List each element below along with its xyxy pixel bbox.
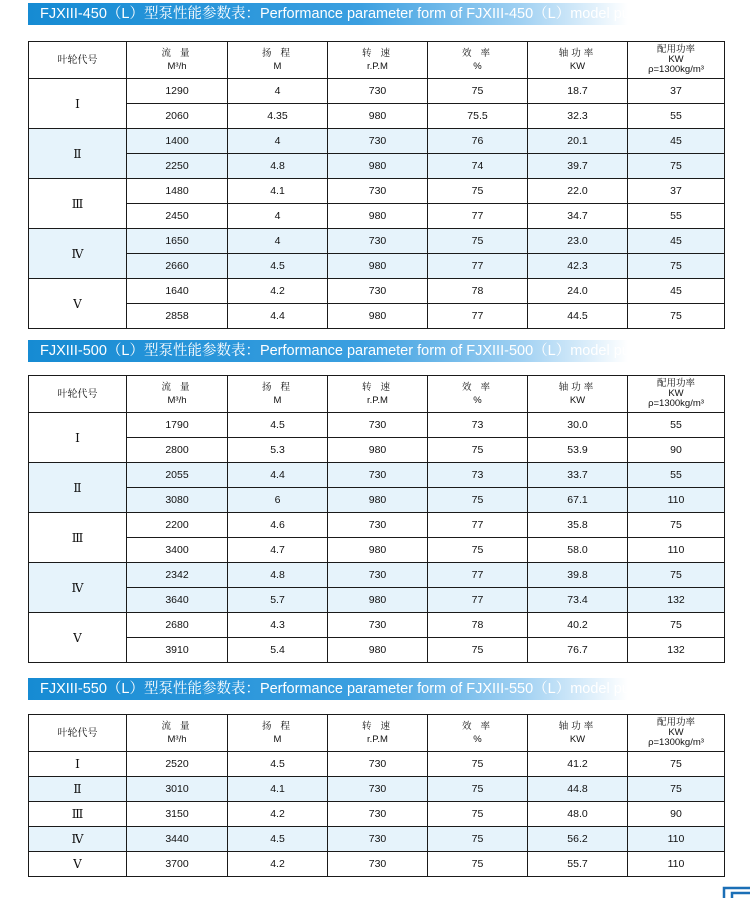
shaft-power-cell: 73.4 (528, 588, 628, 613)
header-flow (127, 715, 228, 752)
header-label: 扬 程 (261, 721, 294, 732)
header-unit: KW (569, 395, 586, 406)
shaft-power-cell: 39.8 (528, 563, 628, 588)
table-row (29, 254, 725, 279)
header-unit: r.P.M (367, 734, 388, 745)
shaft-power-cell: 35.8 (528, 513, 628, 538)
head-cell: 4 (228, 229, 328, 254)
matched-power-cell: 45 (628, 129, 725, 154)
speed-cell: 730 (328, 827, 428, 852)
flow-cell: 1640 (127, 279, 228, 304)
performance-table-450 (28, 41, 725, 329)
header-label: 配用功率 (656, 717, 695, 728)
header-label: 转 速 (361, 382, 394, 393)
flow-cell: 2660 (127, 254, 228, 279)
speed-cell: 730 (328, 513, 428, 538)
flow-cell: 2800 (127, 438, 228, 463)
shaft-power-cell: 32.3 (528, 104, 628, 129)
speed-cell: 730 (328, 79, 428, 104)
efficiency-cell: 75 (428, 229, 528, 254)
efficiency-cell: 75 (428, 179, 528, 204)
speed-cell: 980 (328, 104, 428, 129)
head-cell: 5.7 (228, 588, 328, 613)
shaft-power-cell: 22.0 (528, 179, 628, 204)
flow-cell: 1290 (127, 79, 228, 104)
shaft-power-cell: 41.2 (528, 752, 628, 777)
shaft-power-cell: 39.7 (528, 154, 628, 179)
head-cell: 4.5 (228, 752, 328, 777)
head-cell: 4 (228, 204, 328, 229)
header-efficiency (428, 42, 528, 79)
flow-cell: 1400 (127, 129, 228, 154)
header-matched-power (628, 376, 725, 413)
matched-power-cell: 110 (628, 827, 725, 852)
table-row (29, 129, 725, 154)
table-1-title: FJXIII-450（L）型泵性能参数表：Performance parameter form of FJXIII-450（L）model pump (28, 3, 628, 25)
flow-cell: 2680 (127, 613, 228, 638)
header-label: 转 速 (361, 721, 394, 732)
table-row (29, 229, 725, 254)
head-cell: 4.1 (228, 777, 328, 802)
header-row (29, 715, 725, 752)
matched-power-cell: 45 (628, 229, 725, 254)
header-density-note: ρ=1300kg/m³ (648, 737, 704, 748)
header-unit: r.P.M (367, 61, 388, 72)
table-row (29, 827, 725, 852)
table-row (29, 204, 725, 229)
impeller-code: Ⅲ (29, 802, 127, 827)
header-unit: % (473, 61, 482, 72)
header-unit: % (473, 734, 482, 745)
matched-power-cell: 75 (628, 513, 725, 538)
speed-cell: 980 (328, 254, 428, 279)
flow-cell: 2520 (127, 752, 228, 777)
header-label: 转 速 (361, 48, 394, 59)
matched-power-cell: 110 (628, 852, 725, 877)
table-row (29, 488, 725, 513)
flow-cell: 1790 (127, 413, 228, 438)
table-row (29, 179, 725, 204)
table-row (29, 638, 725, 663)
efficiency-cell: 78 (428, 279, 528, 304)
matched-power-cell: 75 (628, 777, 725, 802)
header-density-note: ρ=1300kg/m³ (648, 398, 704, 409)
head-cell: 4 (228, 129, 328, 154)
header-label: 效 率 (461, 48, 494, 59)
table-row (29, 104, 725, 129)
matched-power-cell: 37 (628, 179, 725, 204)
flow-cell: 3400 (127, 538, 228, 563)
efficiency-cell: 73 (428, 413, 528, 438)
impeller-code: Ⅰ (29, 752, 127, 777)
header-unit: KW (569, 61, 586, 72)
head-cell: 4.8 (228, 154, 328, 179)
header-label: 效 率 (461, 721, 494, 732)
impeller-code: Ⅳ (29, 827, 127, 852)
table-row (29, 802, 725, 827)
header-unit: M (273, 734, 282, 745)
head-cell: 4.35 (228, 104, 328, 129)
speed-cell: 980 (328, 638, 428, 663)
speed-cell: 730 (328, 179, 428, 204)
head-cell: 4 (228, 79, 328, 104)
impeller-code: Ⅳ (29, 229, 127, 279)
flow-cell: 3910 (127, 638, 228, 663)
efficiency-cell: 75 (428, 538, 528, 563)
header-row (29, 42, 725, 79)
shaft-power-cell: 20.1 (528, 129, 628, 154)
head-cell: 4.2 (228, 802, 328, 827)
efficiency-cell: 77 (428, 513, 528, 538)
impeller-code: Ⅰ (29, 79, 127, 129)
header-speed (328, 42, 428, 79)
speed-cell: 730 (328, 463, 428, 488)
head-cell: 5.4 (228, 638, 328, 663)
head-cell: 4.5 (228, 413, 328, 438)
flow-cell: 2450 (127, 204, 228, 229)
head-cell: 4.2 (228, 279, 328, 304)
efficiency-cell: 76 (428, 129, 528, 154)
speed-cell: 730 (328, 413, 428, 438)
flow-cell: 1650 (127, 229, 228, 254)
table-row (29, 613, 725, 638)
speed-cell: 730 (328, 852, 428, 877)
head-cell: 4.6 (228, 513, 328, 538)
table-row (29, 154, 725, 179)
head-cell: 4.4 (228, 304, 328, 329)
efficiency-cell: 75 (428, 438, 528, 463)
efficiency-cell: 75 (428, 638, 528, 663)
impeller-code: Ⅴ (29, 613, 127, 663)
efficiency-cell: 77 (428, 563, 528, 588)
table-row (29, 79, 725, 104)
speed-cell: 730 (328, 563, 428, 588)
flow-cell: 3640 (127, 588, 228, 613)
header-shaft-power (528, 715, 628, 752)
shaft-power-cell: 30.0 (528, 413, 628, 438)
impeller-code: Ⅰ (29, 413, 127, 463)
shaft-power-cell: 53.9 (528, 438, 628, 463)
header-head (228, 715, 328, 752)
header-density-note: ρ=1300kg/m³ (648, 64, 704, 75)
matched-power-cell: 55 (628, 204, 725, 229)
speed-cell: 980 (328, 204, 428, 229)
head-cell: 4.5 (228, 254, 328, 279)
shaft-power-cell: 58.0 (528, 538, 628, 563)
impeller-code: Ⅴ (29, 279, 127, 329)
matched-power-cell: 75 (628, 304, 725, 329)
head-cell: 4.7 (228, 538, 328, 563)
header-unit: r.P.M (367, 395, 388, 406)
speed-cell: 980 (328, 304, 428, 329)
header-matched-power (628, 42, 725, 79)
matched-power-cell: 132 (628, 588, 725, 613)
header-label: 轴功率 (558, 48, 597, 59)
speed-cell: 980 (328, 588, 428, 613)
impeller-code: Ⅲ (29, 179, 127, 229)
shaft-power-cell: 76.7 (528, 638, 628, 663)
speed-cell: 980 (328, 154, 428, 179)
efficiency-cell: 77 (428, 304, 528, 329)
shaft-power-cell: 34.7 (528, 204, 628, 229)
table-row (29, 513, 725, 538)
header-efficiency (428, 376, 528, 413)
shaft-power-cell: 18.7 (528, 79, 628, 104)
header-shaft-power (528, 376, 628, 413)
header-unit: M³/h (167, 395, 187, 406)
header-label: 轴功率 (558, 721, 597, 732)
matched-power-cell: 75 (628, 613, 725, 638)
table-row (29, 413, 725, 438)
flow-cell: 2060 (127, 104, 228, 129)
shaft-power-cell: 40.2 (528, 613, 628, 638)
speed-cell: 980 (328, 538, 428, 563)
matched-power-cell: 90 (628, 802, 725, 827)
speed-cell: 980 (328, 438, 428, 463)
header-efficiency (428, 715, 528, 752)
corner-decoration-icon (718, 885, 750, 898)
header-head (228, 42, 328, 79)
shaft-power-cell: 56.2 (528, 827, 628, 852)
flow-cell: 3440 (127, 827, 228, 852)
header-unit: M³/h (167, 734, 187, 745)
efficiency-cell: 74 (428, 154, 528, 179)
header-label: 效 率 (461, 382, 494, 393)
shaft-power-cell: 55.7 (528, 852, 628, 877)
header-unit: M³/h (167, 61, 187, 72)
efficiency-cell: 77 (428, 254, 528, 279)
header-flow (127, 376, 228, 413)
speed-cell: 730 (328, 777, 428, 802)
impeller-code: Ⅱ (29, 463, 127, 513)
shaft-power-cell: 44.5 (528, 304, 628, 329)
header-label: 流 量 (161, 721, 193, 732)
header-speed (328, 715, 428, 752)
header-head (228, 376, 328, 413)
matched-power-cell: 55 (628, 463, 725, 488)
header-row (29, 376, 725, 413)
shaft-power-cell: 67.1 (528, 488, 628, 513)
efficiency-cell: 75 (428, 852, 528, 877)
matched-power-cell: 55 (628, 413, 725, 438)
flow-cell: 2055 (127, 463, 228, 488)
table-row (29, 852, 725, 877)
header-impeller: 叶轮代号 (29, 376, 127, 413)
matched-power-cell: 75 (628, 563, 725, 588)
speed-cell: 730 (328, 613, 428, 638)
header-speed (328, 376, 428, 413)
efficiency-cell: 77 (428, 204, 528, 229)
performance-table-500 (28, 375, 725, 663)
efficiency-cell: 75 (428, 79, 528, 104)
efficiency-cell: 75 (428, 488, 528, 513)
table-row (29, 588, 725, 613)
table-row (29, 279, 725, 304)
flow-cell: 2858 (127, 304, 228, 329)
flow-cell: 3700 (127, 852, 228, 877)
flow-cell: 3080 (127, 488, 228, 513)
matched-power-cell: 75 (628, 752, 725, 777)
matched-power-cell: 75 (628, 254, 725, 279)
header-impeller: 叶轮代号 (29, 42, 127, 79)
efficiency-cell: 77 (428, 588, 528, 613)
matched-power-cell: 132 (628, 638, 725, 663)
header-unit: M (273, 61, 282, 72)
efficiency-cell: 78 (428, 613, 528, 638)
impeller-code: Ⅱ (29, 777, 127, 802)
header-label: 流 量 (161, 382, 193, 393)
impeller-code: Ⅴ (29, 852, 127, 877)
matched-power-cell: 75 (628, 154, 725, 179)
flow-cell: 2200 (127, 513, 228, 538)
matched-power-cell: 90 (628, 438, 725, 463)
header-unit: KW (569, 734, 586, 745)
shaft-power-cell: 44.8 (528, 777, 628, 802)
matched-power-cell: 45 (628, 279, 725, 304)
table-row (29, 563, 725, 588)
efficiency-cell: 73 (428, 463, 528, 488)
matched-power-cell: 110 (628, 488, 725, 513)
speed-cell: 730 (328, 279, 428, 304)
header-label: 轴功率 (558, 382, 597, 393)
header-label: 配用功率 (656, 44, 695, 55)
shaft-power-cell: 33.7 (528, 463, 628, 488)
speed-cell: 730 (328, 129, 428, 154)
head-cell: 4.3 (228, 613, 328, 638)
head-cell: 6 (228, 488, 328, 513)
header-label: 扬 程 (261, 48, 294, 59)
table-3-title: FJXIII-550（L）型泵性能参数表：Performance parameter form of FJXIII-550（L）model pump (28, 678, 628, 700)
table-row (29, 777, 725, 802)
impeller-code: Ⅳ (29, 563, 127, 613)
speed-cell: 730 (328, 802, 428, 827)
header-unit: % (473, 395, 482, 406)
matched-power-cell: 110 (628, 538, 725, 563)
flow-cell: 3010 (127, 777, 228, 802)
table-row (29, 538, 725, 563)
performance-table-550 (28, 714, 725, 877)
header-label: 扬 程 (261, 382, 294, 393)
header-unit: M (273, 395, 282, 406)
flow-cell: 3150 (127, 802, 228, 827)
speed-cell: 730 (328, 752, 428, 777)
header-flow (127, 42, 228, 79)
table-row (29, 463, 725, 488)
table-row (29, 438, 725, 463)
head-cell: 4.2 (228, 852, 328, 877)
flow-cell: 2342 (127, 563, 228, 588)
impeller-code: Ⅲ (29, 513, 127, 563)
shaft-power-cell: 24.0 (528, 279, 628, 304)
head-cell: 5.3 (228, 438, 328, 463)
efficiency-cell: 75 (428, 827, 528, 852)
header-unit: KW (668, 54, 684, 65)
matched-power-cell: 37 (628, 79, 725, 104)
header-impeller: 叶轮代号 (29, 715, 127, 752)
flow-cell: 2250 (127, 154, 228, 179)
header-label: 流 量 (161, 48, 193, 59)
head-cell: 4.5 (228, 827, 328, 852)
matched-power-cell: 55 (628, 104, 725, 129)
speed-cell: 980 (328, 488, 428, 513)
head-cell: 4.1 (228, 179, 328, 204)
shaft-power-cell: 48.0 (528, 802, 628, 827)
impeller-code: Ⅱ (29, 129, 127, 179)
table-row (29, 752, 725, 777)
head-cell: 4.8 (228, 563, 328, 588)
header-unit: KW (668, 388, 684, 399)
header-label: 配用功率 (656, 378, 695, 389)
efficiency-cell: 75 (428, 802, 528, 827)
flow-cell: 1480 (127, 179, 228, 204)
efficiency-cell: 75 (428, 752, 528, 777)
header-unit: KW (668, 727, 684, 738)
shaft-power-cell: 23.0 (528, 229, 628, 254)
speed-cell: 730 (328, 229, 428, 254)
header-matched-power (628, 715, 725, 752)
efficiency-cell: 75.5 (428, 104, 528, 129)
head-cell: 4.4 (228, 463, 328, 488)
table-2-title: FJXIII-500（L）型泵性能参数表：Performance parameter form of FJXIII-500（L）model pump (28, 340, 628, 362)
table-row (29, 304, 725, 329)
shaft-power-cell: 42.3 (528, 254, 628, 279)
header-shaft-power (528, 42, 628, 79)
efficiency-cell: 75 (428, 777, 528, 802)
